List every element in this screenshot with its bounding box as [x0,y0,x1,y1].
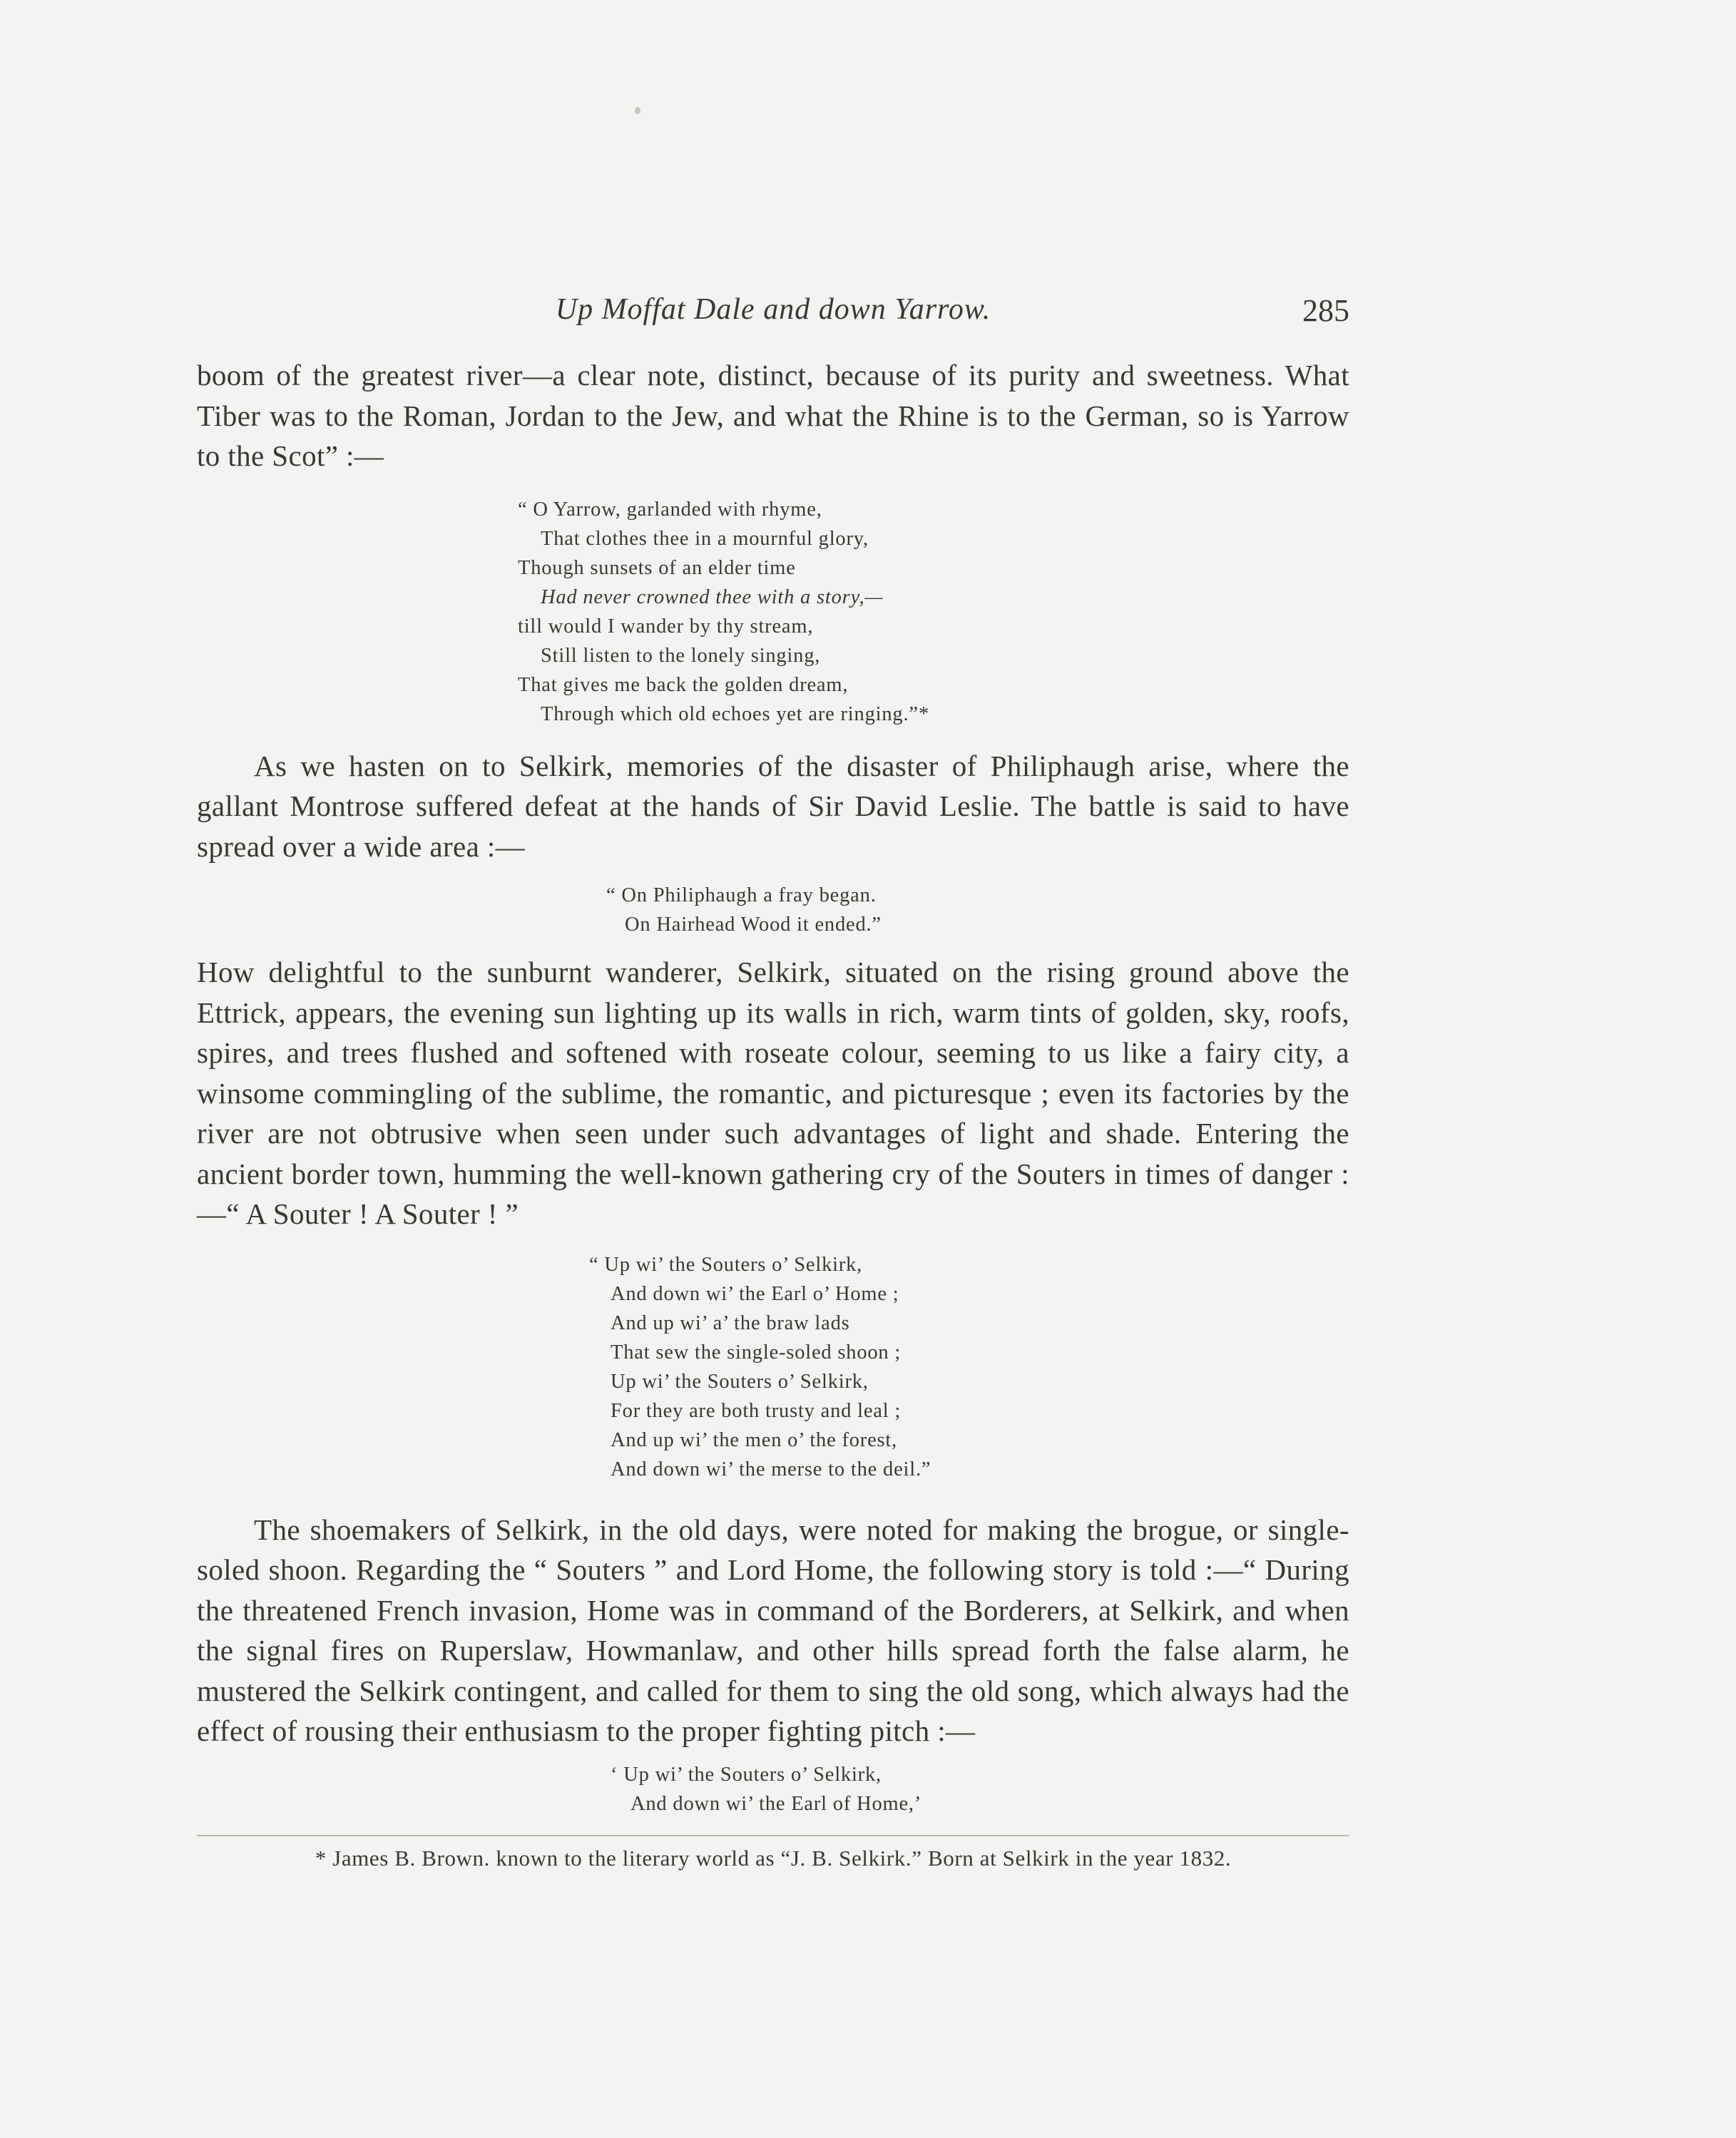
verse-line: And down wi’ the Earl of Home,’ [630,1792,922,1815]
running-title: Up Moffat Dale and down Yarrow. [555,293,991,326]
page-header [197,292,1349,342]
verse-o-yarrow [197,495,1349,729]
verse-line: till would I wander by thy stream, [518,615,814,638]
page-speck [635,107,640,114]
verse-line: Through which old echoes yet are ringing.”* [541,702,929,725]
paragraph-shoemakers: The shoemakers of Selkirk, in the old days, were noted for making the brogue, or single-soled shoon. Regarding the “ Souters ” and Lord Home, the following story is told :—“ During the threatened French invasion, Home was in command of the Borderers, at Selkirk, and when the signal fires on Ruperslaw, Howmanlaw, and other hills spread forth the false alarm, he mustered the Selkirk contingent, and called for them to sing the old song, which always had the effect of rousing their enthusiasm to the proper fighting pitch :— [197,1513,1349,1747]
paragraph-yarrow-intro: boom of the greatest river—a clear note, distinct, because of its purity and sweetness. What Tiber was to the Roman, Jordan to the Jew, and what the Rhine is to the German, so is Yarrow to the Scot” :— [197,359,1349,472]
verse-line: And up wi’ a’ the braw lads [611,1311,850,1334]
verse-line: On Hairhead Wood it ended.” [625,914,882,936]
page-body [197,355,1349,1819]
verse-line: That sew the single-soled shoon ; [611,1341,902,1364]
verse-souters [197,1250,1349,1484]
verse-philiphaugh [197,881,1349,939]
verse-line: For they are both trusty and leal ; [611,1399,902,1422]
verse-line: Still listen to the lonely singing, [541,644,821,667]
verse-line: And up wi’ the men o’ the forest, [611,1428,898,1451]
verse-line: “ On Philiphaugh a fray began. [606,884,877,906]
verse-line: ‘ Up wi’ the Souters o’ Selkirk, [611,1763,882,1786]
verse-line: That clothes thee in a mournful glory, [541,527,869,550]
footnote: * James B. Brown. known to the literary world as “J. B. Selkirk.” Born at Selkirk in the year 1832. [315,1846,1232,1871]
verse-line: Had never crowned thee with a story,— [541,585,884,608]
paragraph-selkirk: How delightful to the sunburnt wanderer, Selkirk, situated on the rising ground above the Ettrick, appears, the evening sun lighting up its walls in rich, warm tints of golden, sky, roofs, spires, and trees flushed and softened with roseate colour, seeming to us like a fairy city, a winsome commingling of the sublime, the romantic, and picturesque ; even its factories by the river are not obtrusive when seen under such advantages of light and shade. Entering the ancient border town, humming the well-known gathering cry of the Souters in times of danger :—“ A Souter ! A Souter ! ” [197,956,1349,1230]
verse-line: And down wi’ the merse to the deil.” [611,1458,931,1480]
verse-line: And down wi’ the Earl o’ Home ; [611,1282,899,1305]
verse-line: “ O Yarrow, garlanded with rhyme, [518,498,822,521]
verse-line: Up wi’ the Souters o’ Selkirk, [611,1370,869,1393]
verse-line: Though sunsets of an elder time [518,556,796,579]
footnote-divider [197,1835,1349,1836]
verse-souters-short [197,1760,1349,1819]
page-number: 285 [1302,293,1349,328]
paragraph-philiphaugh: As we hasten on to Selkirk, memories of the disaster of Philiphaugh arise, where the gallant Montrose suffered defeat at the hands of Sir David Leslie. The battle is said to have spread over a wide area :— [197,749,1349,863]
verse-line: “ Up wi’ the Souters o’ Selkirk, [589,1253,863,1276]
verse-line: That gives me back the golden dream, [518,673,849,696]
